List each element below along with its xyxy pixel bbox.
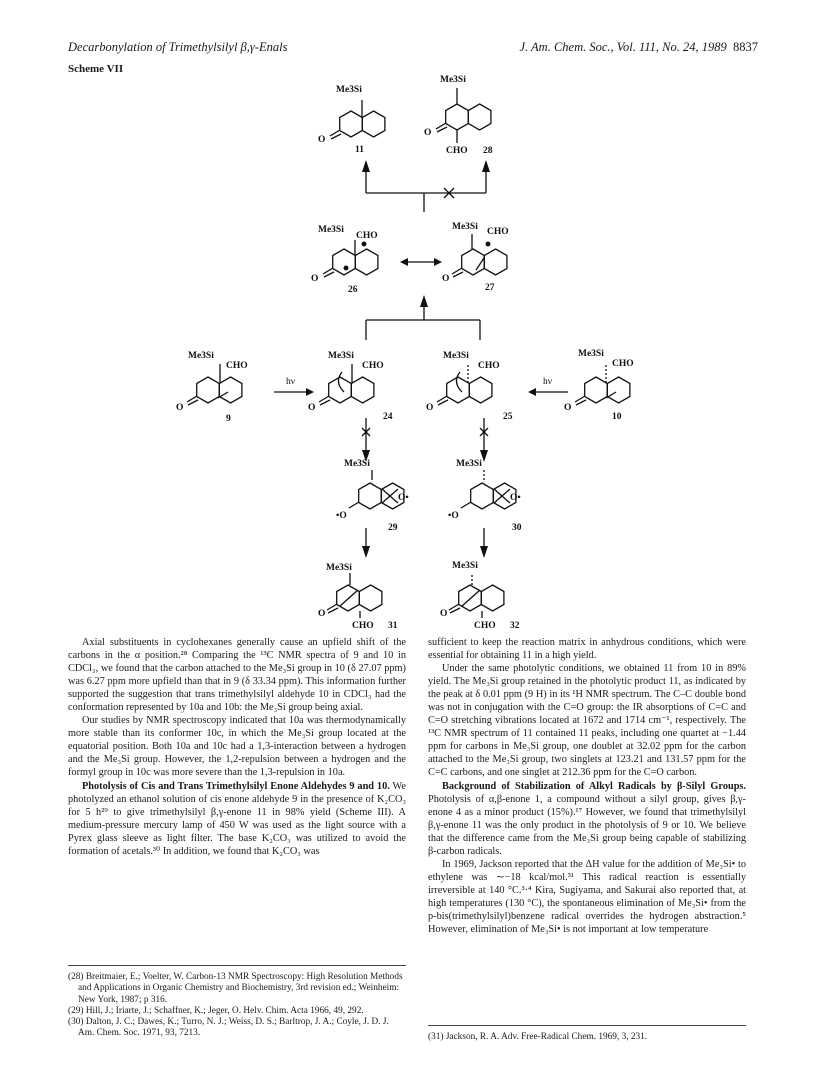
cho-label: CHO (356, 231, 378, 241)
hv-label: hν (543, 377, 553, 387)
compound-29-structure (349, 470, 404, 509)
compound-label-26: 26 (348, 285, 358, 295)
cho-label: CHO (487, 227, 509, 237)
oxygen-label: O (308, 403, 316, 413)
compound-11-structure (330, 100, 385, 139)
compound-label-30: 30 (512, 523, 522, 533)
compound-label-10: 10 (612, 412, 622, 422)
silyl-label: Me3Si (326, 563, 352, 573)
compound-label-31: 31 (388, 621, 398, 631)
cho-label: CHO (478, 361, 500, 371)
cho-label: CHO (362, 361, 384, 371)
footnote: (30) Dalton, J. C.; Dawes, K.; Turro, N. J.; Weiss, D. S.; Barltrop, J. A.; Coyle, J. D. J. Am. Chem. Soc. 1971, 93, 7213. (68, 1017, 389, 1039)
footnotes-left (68, 965, 406, 1040)
compound-label-29: 29 (388, 523, 398, 533)
section-heading: Photolysis of Cis and Trans Trimethylsilyl Enone Aldehydes 9 and 10. (82, 780, 390, 792)
compound-label-11: 11 (355, 145, 364, 155)
scheme-title: Scheme VII (68, 63, 124, 75)
oxy-radical-label: •O (448, 511, 459, 521)
section-heading: Background of Stabilization of Alkyl Radicals by β-Silyl Groups. (442, 780, 746, 792)
silyl-label: Me3Si (452, 222, 478, 232)
footnotes-right (428, 1025, 746, 1043)
oxygen-label: O (440, 609, 448, 619)
paragraph: Our studies by NMR spectroscopy indicated that 10a was thermodynamically more stable than its conformer 10c, in which the Me₃Si group located at the equatorial position. Both 10a and 10c had a 1,3-interaction between a hydrogen and the Me₃Si group. However, the 1,2-repulsion between a hydrogen and the formyl group in 10c was more severe than the 1,3-repulsion in 10a. (68, 715, 406, 779)
paragraph: Under the same photolytic conditions, we obtained 11 from 10 in 89% yield. The Me₃Si group retained in the photolytic product 11, as indicated by the peak at δ 0.01 ppm (9 H) in its ¹H NMR spectrum. The C–C double bond was not in conjugation with the C=O group: the IR absorptions of C=C and C=O stretching vibrations located at 1672 and 1714 cm⁻¹, respectively. The ¹³C NMR spectrum of 11 contained 11 peaks, including one quartet at −1.44 ppm for carbons in Me₃Si group, one doublet at 32.02 ppm for the carbon attached to the Me₃Si group, two singlets at 123.21 and 131.57 ppm for the C=C carbons, and one singlet at 212.36 ppm for the C=O carbon. (428, 663, 746, 779)
oxy-radical-label: O• (398, 493, 409, 503)
paragraph: In 1969, Jackson reported that the ΔH value for the addition of Me₃Si• to ethylene was ∼−18 kcal/mol.³¹ This radical reaction is essentially irreversible at 140 °C.³·⁴ Kira, Sugiyama, and Sakurai also reported that, at high temperatures (130 °C), the spontaneous elimination of Me₃Si• from the p-bis(trimethylsilyl)benzene radical overrides the hydrogen abstraction.⁵ However, elimination of Me₃Si• is not important at low temperature (428, 858, 746, 936)
journal-citation: J. Am. Chem. Soc., Vol. 111, No. 24, 1989 (519, 40, 727, 54)
silyl-label: Me3Si (336, 85, 362, 95)
page-number: 8837 (733, 40, 758, 54)
oxygen-label: O (564, 403, 572, 413)
cho-label: CHO (446, 146, 468, 156)
compound-10-structure (575, 364, 630, 405)
silyl-label: Me3Si (452, 561, 478, 571)
silyl-label: Me3Si (578, 349, 604, 359)
footnote: (31) Jackson, R. A. Adv. Free-Radical Chem. 1969, 3, 231. (428, 1032, 648, 1042)
oxygen-label: O (424, 128, 432, 138)
oxygen-label: O (318, 609, 326, 619)
cho-label: CHO (352, 621, 374, 631)
silyl-label: Me3Si (318, 225, 344, 235)
compound-label-25: 25 (503, 412, 513, 422)
silyl-label: Me3Si (443, 351, 469, 361)
compound-32-structure (449, 573, 504, 618)
oxygen-label: O (311, 274, 319, 284)
cho-label: CHO (474, 621, 496, 631)
compound-27-structure (452, 234, 507, 277)
silyl-label: Me3Si (344, 459, 370, 469)
compound-30-structure (461, 470, 516, 509)
footnote: (28) Breitmaier, E.; Voelter, W. Carbon-13 NMR Spectroscopy: High Resolution Methods and Applications in Organic Chemistry and Biochemistry, 3rd revision ed.; Weinheim: New York, 1987; p 316. (68, 972, 403, 1005)
cho-label: CHO (612, 359, 634, 369)
compound-label-28: 28 (483, 146, 493, 156)
oxygen-label: O (442, 274, 450, 284)
compound-26-structure (323, 240, 378, 277)
silyl-label: Me3Si (328, 351, 354, 361)
paragraph: sufficient to keep the reaction matrix in anhydrous conditions, which were essential for obtaining 11 in a high yield. (428, 637, 746, 662)
oxy-radical-label: O• (510, 493, 521, 503)
silyl-label: Me3Si (456, 459, 482, 469)
oxygen-label: O (426, 403, 434, 413)
compound-label-24: 24 (383, 412, 393, 422)
right-column (428, 636, 746, 936)
oxy-radical-label: •O (336, 511, 347, 521)
oxygen-label: O (318, 135, 326, 145)
compound-28-structure (436, 88, 491, 143)
compound-label-9: 9 (226, 414, 231, 424)
oxygen-label: O (176, 403, 184, 413)
compound-label-32: 32 (510, 621, 520, 631)
silyl-label: Me3Si (440, 75, 466, 85)
running-header-title: Decarbonylation of Trimethylsilyl β,γ-Enals (68, 40, 288, 54)
silyl-label: Me3Si (188, 351, 214, 361)
paragraph: Background of Stabilization of Alkyl Radicals by β-Silyl Groups. Photolysis of α,β-enone 1, a compound without a silyl group, gives β,γ-enone 4 as a minor product (15%).¹⁷ However, we found that trimethylsilyl β,γ-enone 11 was the only product in the photolysis of 9 or 10. We believe that the difference came from the Me₃Si group being capable of stabilizing β-carbon radicals. (428, 780, 746, 857)
compound-31-structure (327, 573, 382, 618)
paragraph: Photolysis of Cis and Trans Trimethylsilyl Enone Aldehydes 9 and 10. We photolyzed an ethanol solution of cis enone aldehyde 9 in the presence of K₂CO₃ for 5 h²⁹ to give trimethylsilyl β,γ-enone 11 in 98% yield (Scheme III). A medium-pressure mercury lamp of 450 W was used as the light source with a Pyrex glass sleeve as light filter. The base K₂CO₃ was utilized to avoid the formation of acetals.³⁰ In addition, we found that K₂CO₃ was (68, 780, 406, 857)
left-column (68, 636, 406, 858)
cho-label: CHO (226, 361, 248, 371)
paragraph: Axial substituents in cyclohexanes generally cause an upfield shift of the carbons in the α position.²⁸ Comparing the ¹³C NMR spectra of 9 and 10 in CDCl₃, we found that the carbon attached to the Me₃Si group in 10 (δ 27.07 ppm) was 6.27 ppm more upfield than that in 9 (δ 33.34 ppm). This information further supported the suggestion that trans trimethylsilyl aldehyde 10 in CDCl₃ had the conformation represented by 10a and 10b: the Me₃Si group being axial. (68, 637, 406, 714)
footnote: (29) Hill, J.; Iriarte, J.; Schaffner, K.; Jeger, O. Helv. Chim. Acta 1966, 49, 292. (68, 1005, 364, 1016)
hv-label: hν (286, 377, 296, 387)
compound-label-27: 27 (485, 283, 495, 293)
